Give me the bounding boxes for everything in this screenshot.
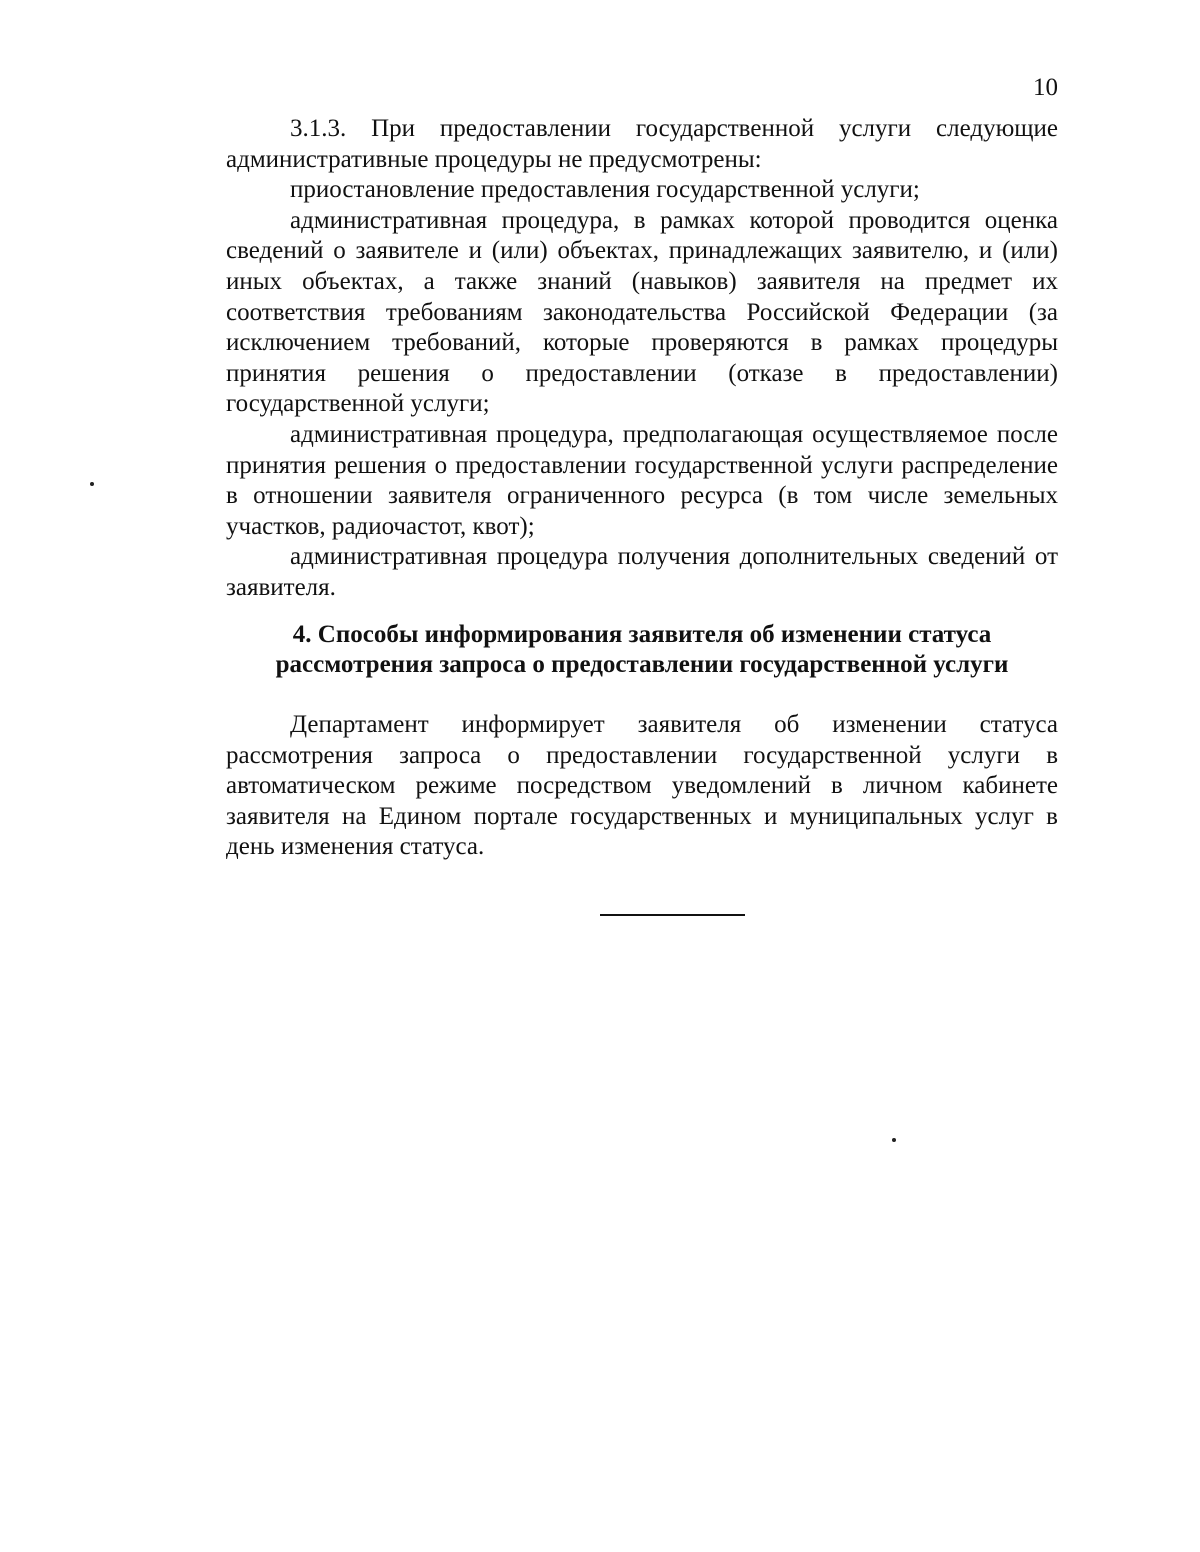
paragraph-notification: Департамент информирует заявителя об изменении статуса рассмотрения запроса о предоставлении государственной услуги в автоматическом режиме посредством уведомлений в личном кабинете заявителя на Едином портале государственных и муниципальных услуг в день изменения статуса.: [226, 711, 1058, 861]
scan-speck: [892, 1138, 896, 1142]
section-4-heading-line-2: рассмотрения запроса о предоставлении государственной услуги: [275, 651, 1009, 678]
end-of-text-rule: [600, 914, 745, 916]
scan-speck: [90, 482, 94, 486]
section-4-heading-line-1: 4. Способы информирования заявителя об изменении статуса: [292, 621, 992, 648]
section-4-heading: [226, 620, 1058, 680]
section-3-1-3-text: [226, 114, 1058, 604]
paragraph-resource-distribution: административная процедура, предполагающая осуществляемое после принятия решения о предоставлении государственной услуги распределение в отношении заявителя ограниченного ресурса (в том числе земельных участков, радиочастот, квот);: [226, 420, 1058, 540]
paragraph-additional-info: административная процедура получения дополнительных сведений от заявителя.: [226, 543, 1058, 601]
page-number: 10: [1033, 74, 1058, 101]
section-4-text: [226, 710, 1058, 863]
paragraph-suspension: приостановление предоставления государственной услуги;: [290, 176, 920, 204]
paragraph-intro: 3.1.3. При предоставлении государственной услуги следующие административные процедуры не предусмотрены:: [226, 115, 1058, 173]
paragraph-assessment: административная процедура, в рамках которой проводится оценка сведений о заявителе и (или) объектах, принадлежащих заявителю, и (или) иных объектах, а также знаний (навыков) заявителя на предмет их соответствия требованиям законодательства Российской Федерации (за исключением требований, которые проверяются в рамках процедуры принятия решения о предоставлении (отказе в предоставлении) государственной услуги;: [226, 206, 1058, 418]
